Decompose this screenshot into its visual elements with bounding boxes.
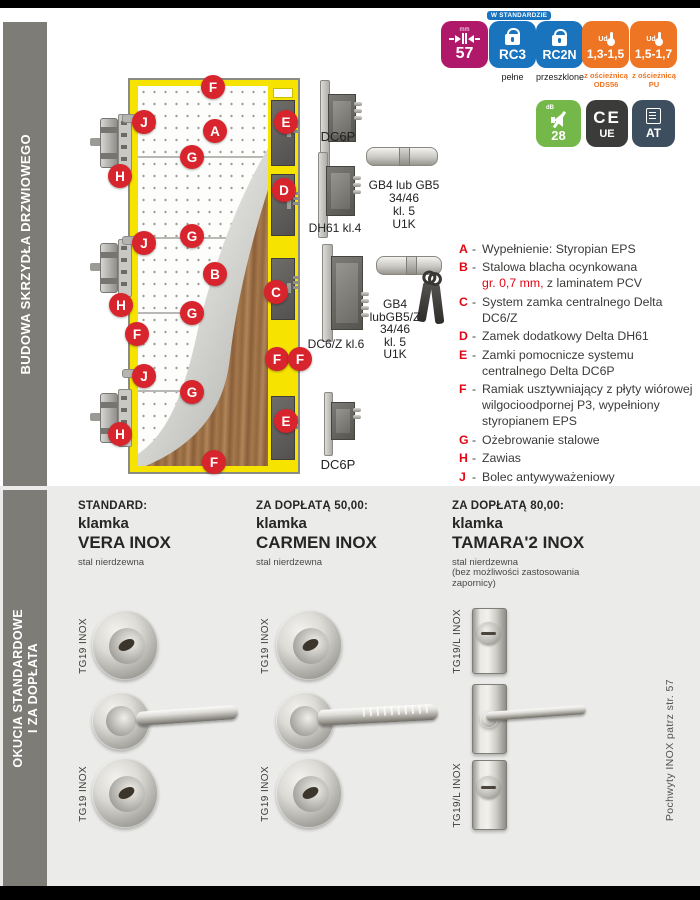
legend-item-f: F - Ramiak usztywniający z płyty wiórowej wilgocioodpornej P3, wypełniony styropianem EPS <box>459 382 693 429</box>
handle-name: TAMARA'2 INOX <box>452 533 585 552</box>
escutcheon-label: TG19 INOX <box>259 766 271 822</box>
latch-slot <box>273 88 293 98</box>
legend-item-c: C - System zamka centralnego Delta DC6/Z <box>459 294 663 325</box>
lock-body <box>326 166 355 216</box>
door-marker-g: G <box>180 145 204 169</box>
badge-rc2n-sublabel: przeszklone <box>535 72 585 82</box>
handle-name: VERA INOX <box>78 533 171 552</box>
handle-name: CARMEN INOX <box>256 533 377 552</box>
door-marker-a: A <box>203 119 227 143</box>
door-marker-f: F <box>201 75 225 99</box>
badge-rc2n: RC2N <box>536 21 583 68</box>
escutcheon-label: TG19 INOX <box>77 618 89 674</box>
sidebar-title-bottom-line2: I ZA DOPŁATA <box>25 643 40 733</box>
standard-flag: W STANDARDZIE <box>487 11 551 20</box>
escutcheon-label: TG19/L INOX <box>451 763 463 828</box>
ud-label: Ud <box>598 36 608 43</box>
bottom-black-bar <box>0 886 700 900</box>
door-marker-e: E <box>274 110 298 134</box>
escutcheon-label: TG19 INOX <box>77 766 89 822</box>
certificate-icon <box>646 108 661 124</box>
escutcheon-round <box>276 758 342 828</box>
cylinder1-label: GB4 lub GB5 34/46 kl. 5 U1K <box>368 178 440 231</box>
door-marker-c: C <box>264 280 288 304</box>
key <box>431 284 445 325</box>
sidebar-title-top: BUDOWA SKRZYDŁA DRZWIOWEGO <box>17 133 33 375</box>
escutcheon-round <box>92 758 158 828</box>
door-marker-f: F <box>265 347 289 371</box>
legend <box>459 242 696 488</box>
legend-item-g: G - Ożebrowanie stalowe <box>459 432 600 447</box>
badge-at: AT <box>632 100 675 147</box>
lock-body <box>331 402 355 440</box>
sidebar-title-bottom-line1: OKUCIA STANDARDOWE <box>10 608 25 768</box>
sidebar-door-construction <box>3 22 47 486</box>
door-marker-h: H <box>109 293 133 317</box>
badge-ud-1315: Ud 1,3-1,5 <box>582 21 629 68</box>
legend-item-j: J - Bolec antywyważeniowy <box>459 469 615 484</box>
lock-bolts <box>293 276 299 289</box>
tier-label: ZA DOPŁATĄ 80,00: <box>452 500 565 512</box>
sidebar-fittings <box>3 490 47 886</box>
cylinder2-label: GB4 lubGB5/Z 34/46 kl. 5 U1K <box>369 297 421 361</box>
door-marker-j: J <box>132 110 156 134</box>
legend-item-a: A - Wypełnienie: Styropian EPS <box>459 242 636 256</box>
door-marker-g: G <box>180 224 204 248</box>
door-marker-f: F <box>288 347 312 371</box>
escutcheon-label: TG19/L INOX <box>451 608 463 674</box>
lock-label-dc6z: DC6/Z kl.6 <box>307 337 365 351</box>
padlock-icon <box>552 35 567 46</box>
lock-bolt-pins <box>353 176 361 194</box>
badge-rc3: RC3 <box>489 21 536 68</box>
door-marker-f: F <box>202 450 226 474</box>
hinge <box>90 239 134 295</box>
door-marker-f: F <box>125 322 149 346</box>
escutcheon-round <box>92 610 158 680</box>
db-label: dB <box>546 104 554 111</box>
padlock-icon <box>505 34 520 45</box>
badge-ud1-sublabel: z ościeżnicą ODS56 <box>584 71 628 89</box>
badge-ud-1517: Ud 1,5-1,7 <box>630 21 677 68</box>
legend-item-e: E - Zamki pomocnicze systemu centralnego Delta DC6P <box>459 347 634 378</box>
column-header-tamara: ZA DOPŁATĄ 80,00: klamka TAMARA'2 INOX stal nierdzewna (bez możliwości zastosowania zapornicy) <box>452 500 612 590</box>
badge-ce-ue: CE UE <box>586 100 628 147</box>
ud-label: Ud <box>646 36 656 43</box>
lock-label-dh61: DH61 kl.4 <box>308 221 362 235</box>
door-marker-h: H <box>108 164 132 188</box>
tier-label: ZA DOPŁATĄ 50,00: <box>256 500 369 512</box>
thumb-turn-knob <box>477 622 500 645</box>
column-header-standard: STANDARD: klamka VERA INOX stal nierdzewna <box>78 500 171 568</box>
door-marker-h: H <box>108 422 132 446</box>
badge-rc3-sublabel: pełne <box>501 72 524 82</box>
legend-item-b: B - Stalowa blacha ocynkowana gr. 0,7 mm, z laminatem PCV <box>459 260 642 291</box>
door-marker-g: G <box>180 301 204 325</box>
thumb-turn-knob <box>477 776 500 799</box>
lock-body <box>331 256 363 330</box>
door-marker-e: E <box>274 409 298 433</box>
escutcheon-label: TG19 INOX <box>259 618 271 674</box>
badge-thickness-57mm: mm 57 <box>441 21 488 68</box>
escutcheon-round <box>276 610 342 680</box>
badge-unit-label: mm <box>459 26 470 33</box>
door-marker-b: B <box>203 262 227 286</box>
door-marker-d: D <box>272 178 296 202</box>
lock-label-dc6p-top: DC6P <box>320 129 356 144</box>
door-marker-j: J <box>132 364 156 388</box>
thermometer-icon <box>610 32 613 43</box>
door-marker-j: J <box>132 231 156 255</box>
legend-item-h: H - Zawias <box>459 451 521 466</box>
badge-acoustic-28db: dB 28 <box>536 100 581 147</box>
cylinder-gb4-gb5 <box>366 147 438 166</box>
column-header-carmen: ZA DOPŁATĄ 50,00: klamka CARMEN INOX stal nierdzewna <box>256 500 377 568</box>
door-marker-g: G <box>180 380 204 404</box>
thermometer-icon <box>658 32 661 43</box>
lock-bolt-pins <box>353 408 361 419</box>
thickness-arrows-icon <box>449 33 480 45</box>
top-black-bar <box>0 0 700 8</box>
legend-item-d: D - Zamek dodatkowy Delta DH61 <box>459 329 649 344</box>
lock-bolt-pins <box>354 102 362 120</box>
tier-label: STANDARD: <box>78 500 148 512</box>
side-note: Pochwyty INOX patrz str. 57 <box>664 679 676 822</box>
lock-label-dc6p-bottom: DC6P <box>320 457 356 472</box>
muted-speaker-icon <box>550 112 568 127</box>
badge-ud2-sublabel: z ościeżnicą PU <box>632 71 676 89</box>
